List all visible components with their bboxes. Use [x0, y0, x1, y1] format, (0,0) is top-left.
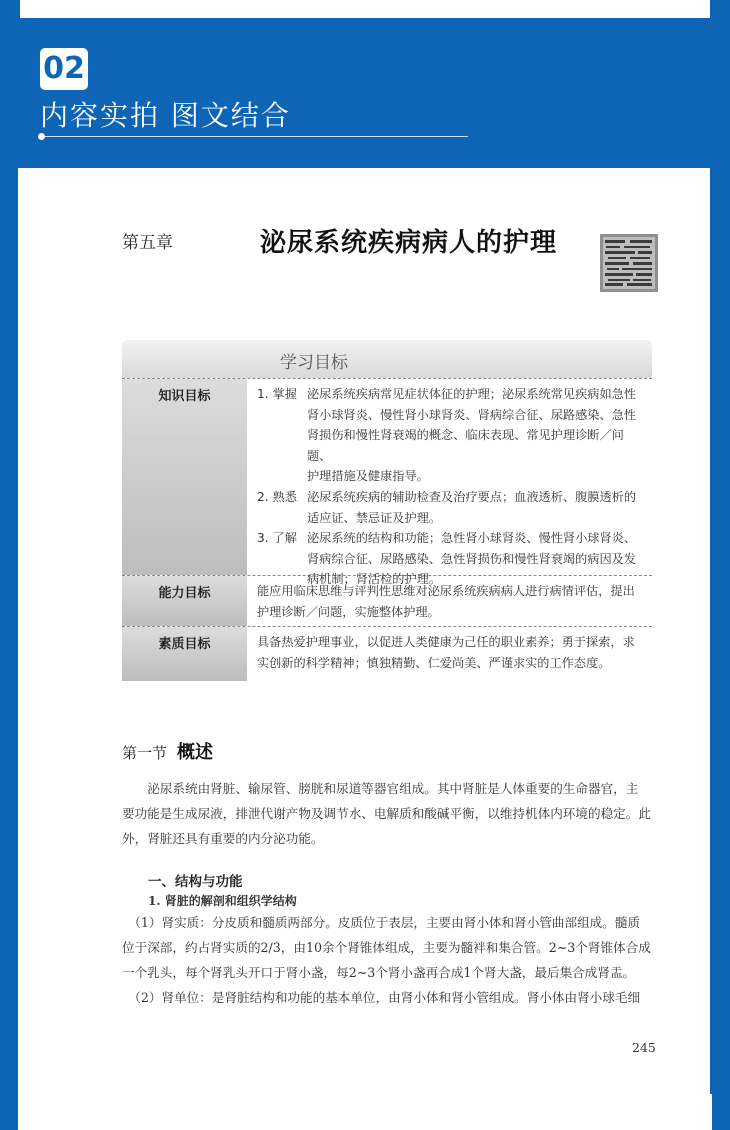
text-line: 泌尿系统疾病的辅助检查及治疗要点；血液透析、腹膜透析的: [307, 489, 637, 504]
top-white-strip: [0, 0, 730, 18]
text-line: 一个乳头，每个肾乳头开口于肾小盏，每2~3个肾小盏再合成1个肾大盏，最后集合成肾盂。: [122, 965, 636, 980]
text-line: 具备热爱护理事业，以促进人类健康为己任的职业素养；勇于探索，求: [257, 635, 635, 649]
objective-row-knowledge: [122, 378, 652, 587]
intro-paragraph: [122, 776, 658, 851]
item-number: 3. 了解: [257, 531, 297, 546]
text-line: 实创新的科学精神；慎独精勤、仁爱尚美、严谨求实的工作态度。: [257, 655, 611, 670]
text-line: 泌尿系统由肾脏、输尿管、膀胱和尿道等器官组成。其中肾脏是人体重要的生命器官，主: [122, 781, 639, 796]
text-line: 泌尿系统的结构和功能；急性肾小球肾炎、慢性肾小球肾炎、: [307, 531, 637, 546]
objective-label: 素质目标: [122, 627, 247, 681]
objective-item: [257, 384, 646, 487]
objective-label: 知识目标: [122, 379, 247, 575]
book-page: [18, 168, 710, 1094]
section-number: 第一节: [122, 744, 168, 762]
objectives-header-label: 学习目标: [280, 353, 348, 373]
objective-content: [247, 627, 652, 681]
banner-underline: [40, 136, 468, 137]
objective-label: 能力目标: [122, 576, 247, 626]
objective-content: [247, 379, 652, 587]
sub-subheading: 1. 肾脏的解剖和组织学结构: [148, 894, 297, 908]
objective-content: [247, 576, 652, 626]
text-line: 泌尿系统疾病常见症状体征的护理；泌尿系统常见疾病如急性: [307, 387, 637, 401]
section-title: 概述: [177, 742, 214, 763]
text-line: 要功能是生成尿液，排泄代谢产物及调节水、电解质和酸碱平衡，以维持机体内环境的稳定。此: [122, 806, 651, 821]
text-line: 能应用临床思维与评判性思维对泌尿系统疾病病人进行病情评估，提出: [257, 584, 635, 598]
chapter-title: 泌尿系统疾病病人的护理: [260, 228, 558, 258]
objectives-header: [122, 340, 652, 378]
text-line: 肾损伤和慢性肾衰竭的概念、临床表现、常见护理诊断／问题、: [307, 428, 624, 463]
text-line: 护理诊断／问题，实施整体护理。: [257, 604, 440, 619]
learning-objectives-box: [122, 340, 652, 680]
text-line: 护理措施及健康指导。: [307, 469, 429, 484]
item-number: 2. 熟悉: [257, 489, 297, 504]
section-banner-title: 内容实拍 图文结合: [40, 99, 291, 132]
text-line: 位于深部，约占肾实质的2/3，由10余个肾锥体组成，主要为髓袢和集合管。2~3个肾锥体合成: [122, 940, 651, 955]
qr-code-icon: [600, 234, 658, 292]
bottom-white-strip: [0, 1094, 730, 1130]
section-number-badge: 02: [40, 48, 88, 90]
subheading: 一、结构与功能: [148, 874, 243, 890]
item-number: 1. 掌握: [257, 387, 297, 401]
text-line: 肾病综合征、尿路感染、急性肾损伤和慢性肾衰竭的病因及发: [307, 551, 637, 566]
banner-dot: [38, 133, 45, 140]
text-line: 适应证、禁忌证及护理。: [307, 510, 442, 525]
chapter-number: 第五章: [122, 233, 173, 253]
page-number: 245: [632, 1040, 656, 1055]
text-line: 外，肾脏还具有重要的内分泌功能。: [122, 831, 324, 846]
text-line: （1）肾实质：分皮质和髓质两部分。皮质位于表层，主要由肾小体和肾小管曲部组成。髓质: [122, 915, 641, 930]
text-line: （2）肾单位：是肾脏结构和功能的基本单位，由肾小体和肾小管组成。肾小体由肾小球毛细: [122, 990, 641, 1005]
objective-row-ability: [122, 575, 652, 626]
section-heading: [122, 738, 213, 764]
objective-row-quality: [122, 626, 652, 681]
text-line: 病机制；肾活检的护理。: [307, 572, 442, 587]
text-line: 肾小球肾炎、慢性肾小球肾炎、肾病综合征、尿路感染、急性: [307, 407, 637, 422]
body-paragraph: [122, 910, 658, 1010]
objective-item: [257, 487, 646, 528]
